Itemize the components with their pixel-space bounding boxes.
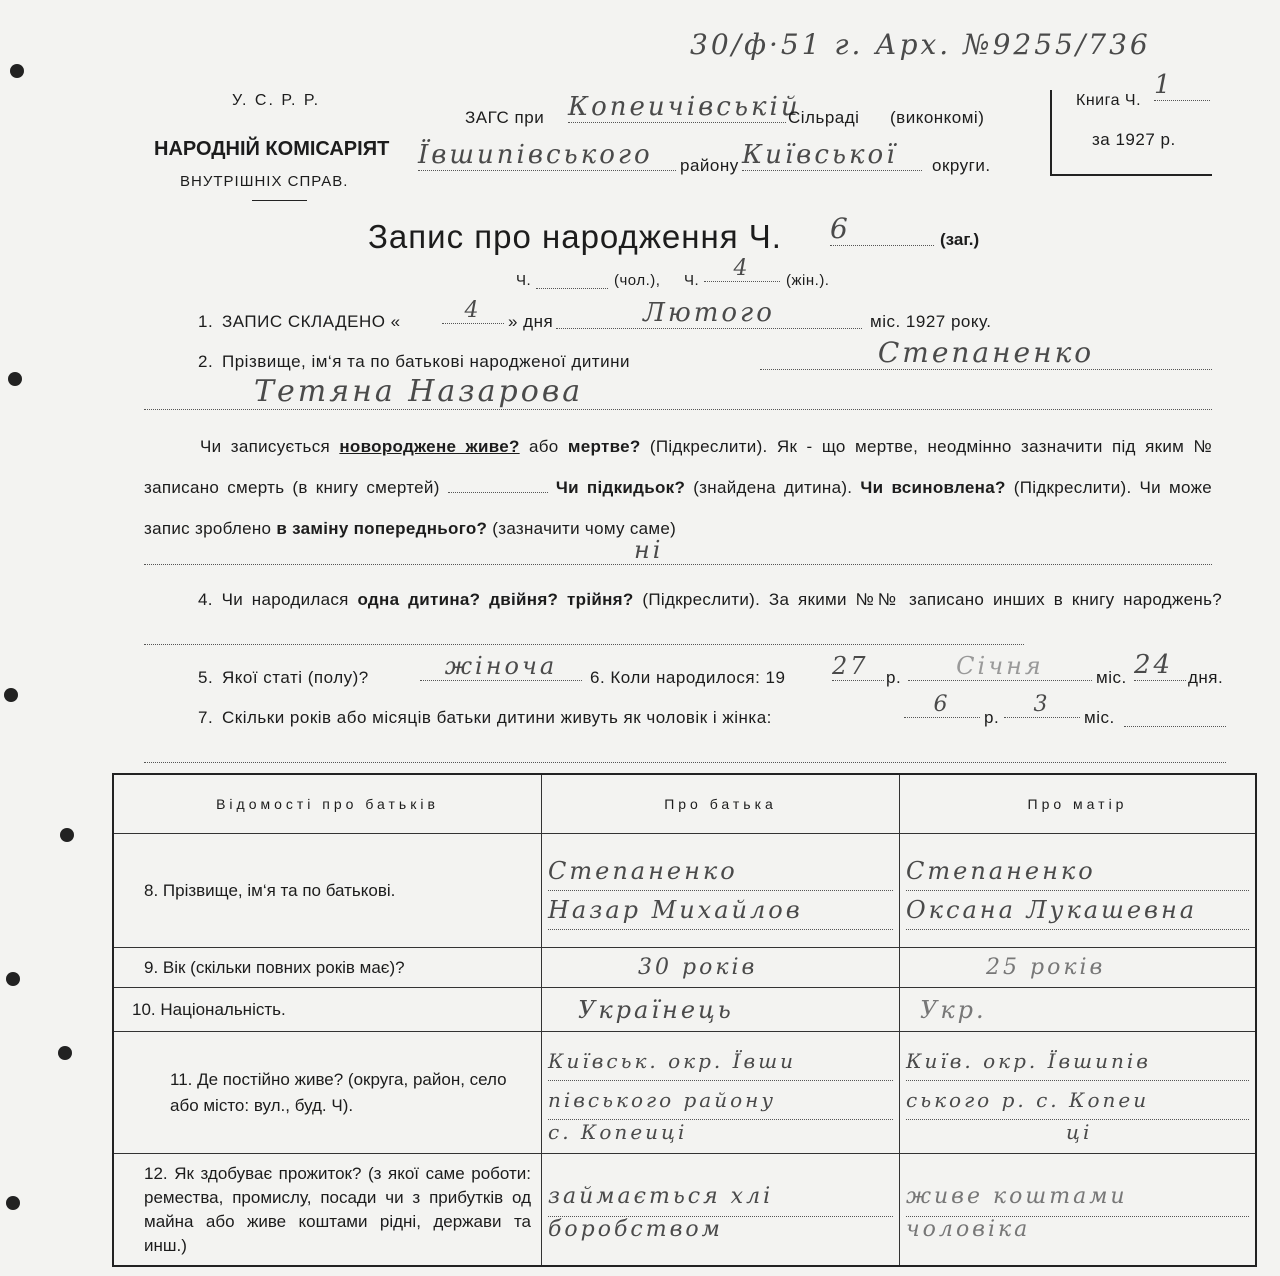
mother-value: Оксана Лукашевна	[906, 891, 1249, 930]
f3-foundling: Чи підкидьок?	[555, 478, 686, 497]
mother-cell	[900, 988, 1257, 1032]
f6-mis-label: міс.	[1096, 668, 1127, 687]
raion-value: Ївшипівського	[418, 140, 676, 171]
ch1-label: Ч.	[516, 272, 532, 289]
f1-label: ЗАПИС СКЛАДЕНО «	[222, 312, 401, 331]
f6-dnia-label: дня.	[1188, 668, 1224, 687]
mother-cell	[900, 1032, 1257, 1154]
father-cell	[542, 1154, 900, 1267]
f7-label: Скільки років або місяців батьки дитини живуть як чоловік і жінка:	[222, 708, 772, 727]
zag-label: (заг.)	[940, 230, 980, 249]
f4-number: 4.	[198, 590, 213, 609]
father-value: займається хлі	[548, 1178, 893, 1217]
mother-value: Укр.	[920, 995, 987, 1024]
father-value: Українець	[578, 995, 734, 1024]
father-value: 30 років	[638, 955, 758, 980]
table-header-row	[113, 774, 1256, 834]
f1-number: 1.	[198, 312, 214, 331]
f3-block	[144, 426, 1212, 549]
f3-replacement: в заміну попереднього?	[276, 519, 488, 538]
row-label: 8. Прізвище, ім‘я та по батькові.	[113, 834, 542, 948]
f3-dead: мертве?	[567, 437, 641, 456]
header-mother: Про матір	[900, 774, 1257, 834]
f6-label: 6. Коли народилося: 19	[590, 668, 786, 687]
header-info: Відомості про батьків	[113, 774, 542, 834]
f2-number: 2.	[198, 352, 214, 371]
internal-affairs-label: ВНУТРІШНІХ СПРАВ.	[180, 173, 349, 190]
f7-number: 7.	[198, 708, 214, 727]
f6-day-value: 24	[1134, 650, 1186, 681]
f7-months-value: 3	[1004, 692, 1080, 718]
father-value: боробством	[548, 1216, 723, 1242]
punch-hole	[8, 372, 22, 386]
vykonkomi-label: (виконкомі)	[890, 108, 985, 127]
f3-alive: новороджене живе?	[339, 437, 520, 456]
punch-hole	[4, 688, 18, 702]
archive-note: 30/ф·51 г. Арх. №9255/736	[690, 28, 1151, 61]
header-divider	[252, 200, 307, 201]
f4-options: одна дитина? двійня? трійня?	[357, 590, 634, 609]
f1-day-value: 4	[442, 298, 504, 324]
book-value: 1	[1154, 70, 1210, 101]
f7-mis-label: міс.	[1084, 708, 1115, 727]
f3-death-blank	[448, 478, 548, 493]
punch-hole	[6, 1196, 20, 1210]
mother-value: 25 років	[986, 955, 1106, 980]
year-label: за 1927 р.	[1092, 130, 1176, 149]
row-label: 10. Національність.	[113, 988, 542, 1032]
f1-month-value: Лютого	[556, 298, 862, 329]
f3-value: ні	[144, 536, 1212, 565]
father-value: півського району	[548, 1081, 893, 1120]
record-number: 6	[830, 212, 934, 246]
mother-cell	[900, 948, 1257, 988]
silradi-label: Сільраді	[788, 108, 860, 127]
father-value: Степаненко	[548, 852, 893, 891]
row-label: 12. Як здобуває прожиток? (з якої саме роботи: ремества, промислу, посади чи з прибутків од майна або живе коштами рідні, держави та инш.)	[113, 1154, 542, 1267]
f4-text-c: (Підкреслити). За якими №№ записано инших в книгу народжень?	[642, 590, 1223, 609]
father-value: Назар Михайлов	[548, 891, 893, 930]
row-label: 11. Де постійно живе? (округа, район, село або місто: вул., буд. Ч).	[113, 1032, 542, 1154]
mother-cell	[900, 834, 1257, 948]
f3-text-k: (зазначити чому саме)	[492, 519, 677, 538]
f3-text-i: (Підкреслити). Чи може запис зроблено	[144, 478, 1212, 538]
father-value: с. Копеиці	[548, 1119, 688, 1144]
zags-value: Копеичівській	[568, 92, 801, 122]
f7-years-value: 6	[904, 692, 980, 718]
commissariat-label: НАРОДНІЙ КОМІСАРІЯТ	[154, 138, 390, 160]
f2-label: Прізвище, ім‘я та по батькові народженої дитини	[222, 352, 630, 371]
father-value: Київськ. окр. Ївши	[548, 1042, 893, 1081]
f2-value-surname: Степаненко	[760, 336, 1212, 370]
father-cell	[542, 948, 900, 988]
punch-hole	[58, 1046, 72, 1060]
chol-label: (чол.),	[614, 272, 661, 289]
table-row	[113, 1154, 1256, 1267]
record-title: Запис про народження Ч.	[368, 218, 782, 255]
f2-value-name: Тетяна Назарова	[144, 374, 1212, 410]
mother-value: Степаненко	[906, 852, 1249, 891]
zhin-value: 4	[704, 256, 780, 282]
mother-value: ці	[1066, 1119, 1093, 1144]
father-cell	[542, 1032, 900, 1154]
f1-day-label: » дня	[508, 312, 554, 331]
f5-number: 5.	[198, 668, 214, 687]
raion-label: району	[680, 156, 739, 175]
f3-text-c: або	[528, 437, 559, 456]
mother-cell	[900, 1154, 1257, 1267]
f6-r-label: р.	[886, 668, 902, 687]
f3-text-e: (Підкреслити). Як - що мертве, неодмінно зазначити під яким № записано смерть (в книгу смертей)	[144, 437, 1212, 497]
parents-table	[112, 773, 1257, 1267]
okruha-label: округи.	[932, 156, 991, 175]
f3-text-a: Чи записується	[200, 437, 331, 456]
father-cell	[542, 988, 900, 1032]
f1-tail: міс. 1927 року.	[870, 312, 992, 331]
zhin-label: (жін.).	[786, 272, 830, 289]
zags-label: ЗАГС при	[465, 108, 545, 127]
okruha-value: Київської	[742, 140, 922, 171]
f7-r-label: р.	[984, 708, 1000, 727]
row-label: 9. Вік (скільки повних років має)?	[113, 948, 542, 988]
punch-hole	[10, 64, 24, 78]
father-cell	[542, 834, 900, 948]
chol-blank	[536, 270, 608, 289]
f6-month-value: Січня	[908, 652, 1092, 681]
table-row	[113, 834, 1256, 948]
book-label: Книга Ч.	[1076, 92, 1142, 109]
f3-adopted: Чи всиновлена?	[860, 478, 1006, 497]
mother-value: Київ. окр. Ївшипів	[906, 1042, 1249, 1081]
mother-value: ського р. с. Копеи	[906, 1081, 1249, 1120]
table-row	[113, 1032, 1256, 1154]
f3-text-g: (знайдена дитина).	[693, 478, 853, 497]
punch-hole	[6, 972, 20, 986]
mother-value: живе коштами	[906, 1178, 1249, 1217]
f7-blank	[1124, 712, 1226, 727]
ussr-label: У. С. Р. Р.	[232, 92, 321, 109]
f4-text-a: Чи народилася	[221, 590, 349, 609]
f5-value: жіноча	[420, 652, 582, 681]
punch-hole	[60, 828, 74, 842]
table-row	[113, 948, 1256, 988]
f5-label: Якої статі (полу)?	[222, 668, 369, 687]
header-father: Про батька	[542, 774, 900, 834]
f4-block	[144, 580, 1222, 660]
f6-year-value: 27	[832, 652, 884, 681]
table-row	[113, 988, 1256, 1032]
ch2-label: Ч.	[684, 272, 700, 289]
f7-blank-line	[144, 748, 1226, 763]
f4-blank	[144, 630, 1024, 645]
mother-value: чоловіка	[906, 1216, 1031, 1242]
